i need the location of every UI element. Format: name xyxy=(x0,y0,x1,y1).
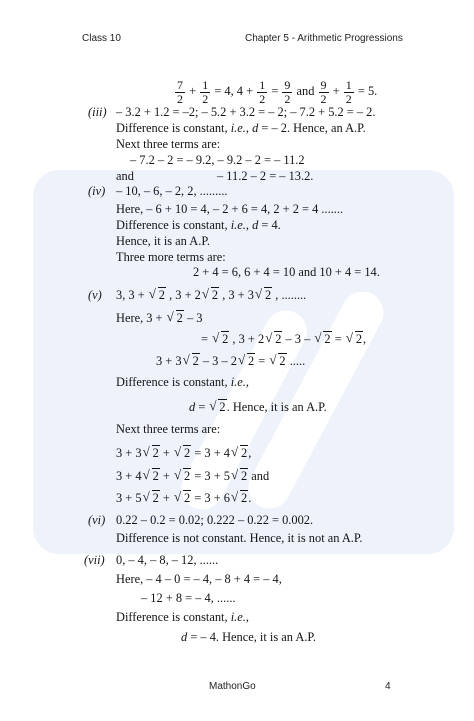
radicand: 2 xyxy=(152,446,159,460)
text: – 3 – xyxy=(285,332,311,346)
text-line: and xyxy=(116,169,134,183)
denominator: 2 xyxy=(202,91,209,106)
part-label: (v) xyxy=(88,288,102,302)
numerator: 9 xyxy=(284,77,291,92)
text-line xyxy=(201,332,366,347)
footer-brand: MathonGo xyxy=(209,681,256,692)
radicand: 2 xyxy=(192,354,199,368)
part-label: (vii) xyxy=(84,553,105,567)
text-line xyxy=(116,218,281,233)
text: + xyxy=(162,491,170,505)
fraction xyxy=(344,79,354,106)
text-line: Hence, it is an A.P. xyxy=(116,234,210,248)
text: + xyxy=(189,84,197,98)
radicand: 2 xyxy=(184,446,191,460)
text: – 3 xyxy=(186,311,203,325)
sqrt: √ 2 xyxy=(237,352,255,368)
radicand: 2 xyxy=(324,332,331,346)
text-line: Next three terms are: xyxy=(116,422,221,436)
text: . Hence, it is an A.P. xyxy=(226,400,327,414)
text: = 4. xyxy=(261,218,281,232)
sqrt: √ 2 xyxy=(345,330,363,346)
text-line: Here, – 4 – 0 = – 4, – 8 + 4 = – 4, xyxy=(116,572,282,586)
text: = xyxy=(334,332,342,346)
text: and xyxy=(296,84,315,98)
sqrt: √ 2 xyxy=(174,467,191,483)
text: d xyxy=(252,218,259,232)
text: , 3 + 3 xyxy=(222,288,254,302)
sqrt: √ 2 xyxy=(142,467,159,483)
text: – 3 – 2 xyxy=(202,354,237,368)
sqrt: √ 2 xyxy=(201,286,219,302)
radicand: 2 xyxy=(219,400,226,414)
text: and xyxy=(251,469,270,483)
text-line: – 11.2 – 2 = – 13.2. xyxy=(217,169,314,183)
text: . xyxy=(248,491,252,505)
sqrt: √ 2 xyxy=(174,489,191,505)
text: i.e., xyxy=(230,121,249,135)
radicand: 2 xyxy=(152,491,159,505)
fraction xyxy=(319,79,329,106)
page-number: 4 xyxy=(385,681,391,692)
text-line xyxy=(116,375,249,390)
text: d xyxy=(189,400,196,414)
text-line xyxy=(116,446,251,461)
text: = 3 + 5 xyxy=(194,469,230,483)
header-chapter: Chapter 5 - Arithmetic Progressions xyxy=(245,33,403,44)
text: , 3 + 2 xyxy=(169,288,201,302)
radicand: 2 xyxy=(176,311,183,325)
sqrt: √ 2 xyxy=(254,286,272,302)
text: + xyxy=(332,84,340,98)
text-line: Difference is not constant. Hence, it is not an A.P. xyxy=(116,531,363,545)
sqrt: √ 2 xyxy=(230,467,248,483)
text-line: – 7.2 – 2 = – 9.2, – 9.2 – 2 = – 11.2 xyxy=(130,153,305,167)
radicand: 2 xyxy=(152,469,159,483)
text: 3, 3 + xyxy=(116,288,145,302)
radicand: 2 xyxy=(184,491,191,505)
sqrt: √ 2 xyxy=(269,352,286,368)
sqrt: √ 2 xyxy=(265,330,282,346)
numerator: 7 xyxy=(177,77,183,92)
text: = xyxy=(201,332,208,346)
text: = 3 + 4 xyxy=(194,446,230,460)
text: = – 2. Hence, an A.P. xyxy=(261,121,366,135)
text-line xyxy=(189,400,327,415)
part-label: (vi) xyxy=(88,513,106,527)
denominator: 2 xyxy=(177,91,183,106)
text: Difference is constant, xyxy=(116,610,228,624)
text-line: – 10, – 6, – 2, 2, ......... xyxy=(116,184,228,198)
sqrt: √ 2 xyxy=(142,444,159,460)
text: Difference is constant, xyxy=(116,375,228,389)
text-line xyxy=(116,288,306,303)
text-line: – 3.2 + 1.2 = –2; – 5.2 + 3.2 = – 2; – 7.2 + 5.2 = – 2. xyxy=(116,105,376,119)
text: = 5. xyxy=(357,84,378,98)
text-line: 0.22 – 0.2 = 0.02; 0.222 – 0.22 = 0.002. xyxy=(116,513,314,527)
header-class: Class 10 xyxy=(82,33,121,44)
fraction xyxy=(257,79,267,106)
text: = xyxy=(198,400,206,414)
radicand: 2 xyxy=(264,288,272,302)
denominator: 2 xyxy=(345,91,352,106)
radicand: 2 xyxy=(222,332,229,346)
text: 3 + 4 xyxy=(116,469,142,483)
radicand: 2 xyxy=(240,491,248,505)
numerator: 1 xyxy=(202,77,209,92)
denominator: 2 xyxy=(259,91,266,106)
part-label: (iv) xyxy=(88,184,106,198)
sqrt: √ 2 xyxy=(182,352,199,368)
text-line: 2 + 4 = 6, 6 + 4 = 10 and 10 + 4 = 14. xyxy=(193,265,380,279)
text: d xyxy=(181,630,188,644)
text-line xyxy=(116,610,249,625)
text-line: 0, – 4, – 8, – 12, ...... xyxy=(116,553,219,567)
text: i.e., xyxy=(230,375,249,389)
radicand: 2 xyxy=(240,469,248,483)
text: 3 + 3 xyxy=(156,354,182,368)
part-label: (iii) xyxy=(88,105,107,119)
radicand: 2 xyxy=(355,332,363,346)
text: = 3 + 6 xyxy=(194,491,230,505)
text: Difference is constant, xyxy=(116,218,228,232)
text: Difference is constant, xyxy=(116,121,228,135)
text: = xyxy=(258,354,266,368)
text: , 3 + 2 xyxy=(232,332,265,346)
text-line xyxy=(156,354,305,369)
denominator: 2 xyxy=(284,91,291,106)
numerator: 9 xyxy=(320,77,327,92)
text-line xyxy=(116,469,269,484)
sqrt: √ 2 xyxy=(148,286,165,302)
sqrt: √ 2 xyxy=(142,489,159,505)
fraction xyxy=(282,79,292,106)
text: , xyxy=(363,332,367,346)
sqrt: √ 2 xyxy=(230,444,248,460)
text: = 4, 4 + xyxy=(214,84,254,98)
text: ..... xyxy=(289,354,306,368)
radicand: 2 xyxy=(275,332,282,346)
text: i.e., xyxy=(230,218,249,232)
sqrt: √ 2 xyxy=(166,309,183,325)
text: = – 4. Hence, it is an A.P. xyxy=(190,630,317,644)
radicand: 2 xyxy=(158,288,165,302)
text: Here, 3 + xyxy=(116,311,163,325)
fraction xyxy=(200,79,210,106)
text: 3 + 5 xyxy=(116,491,142,505)
text: + xyxy=(162,446,170,460)
text-line: Next three terms are: xyxy=(116,137,221,151)
fraction xyxy=(175,79,185,106)
text-line xyxy=(116,121,366,136)
sqrt: √ 2 xyxy=(212,330,229,346)
radicand: 2 xyxy=(211,288,219,302)
sqrt: √ 2 xyxy=(230,489,248,505)
radicand: 2 xyxy=(240,446,248,460)
numerator: 1 xyxy=(345,77,352,92)
text: 3 + 3 xyxy=(116,446,142,460)
text: i.e., xyxy=(230,610,249,624)
text: , xyxy=(248,446,252,460)
text: + xyxy=(162,469,170,483)
sqrt: √ 2 xyxy=(209,398,226,414)
text-line: Here, – 6 + 10 = 4, – 2 + 6 = 4, 2 + 2 = 4 ....... xyxy=(116,202,344,216)
text-line: – 12 + 8 = – 4, ...... xyxy=(141,591,236,605)
sqrt: √ 2 xyxy=(314,330,331,346)
sqrt: √ 2 xyxy=(174,444,191,460)
numerator: 1 xyxy=(259,77,266,92)
text: , ........ xyxy=(275,288,307,302)
radicand: 2 xyxy=(279,354,286,368)
text-line xyxy=(116,491,251,506)
text-line xyxy=(181,630,316,645)
text: = xyxy=(271,84,279,98)
text: d xyxy=(252,121,259,135)
text-line: Three more terms are: xyxy=(116,250,226,264)
radicand: 2 xyxy=(184,469,191,483)
radicand: 2 xyxy=(247,354,255,368)
text-line xyxy=(116,311,202,326)
fraction-line xyxy=(174,76,377,106)
denominator: 2 xyxy=(320,91,327,106)
